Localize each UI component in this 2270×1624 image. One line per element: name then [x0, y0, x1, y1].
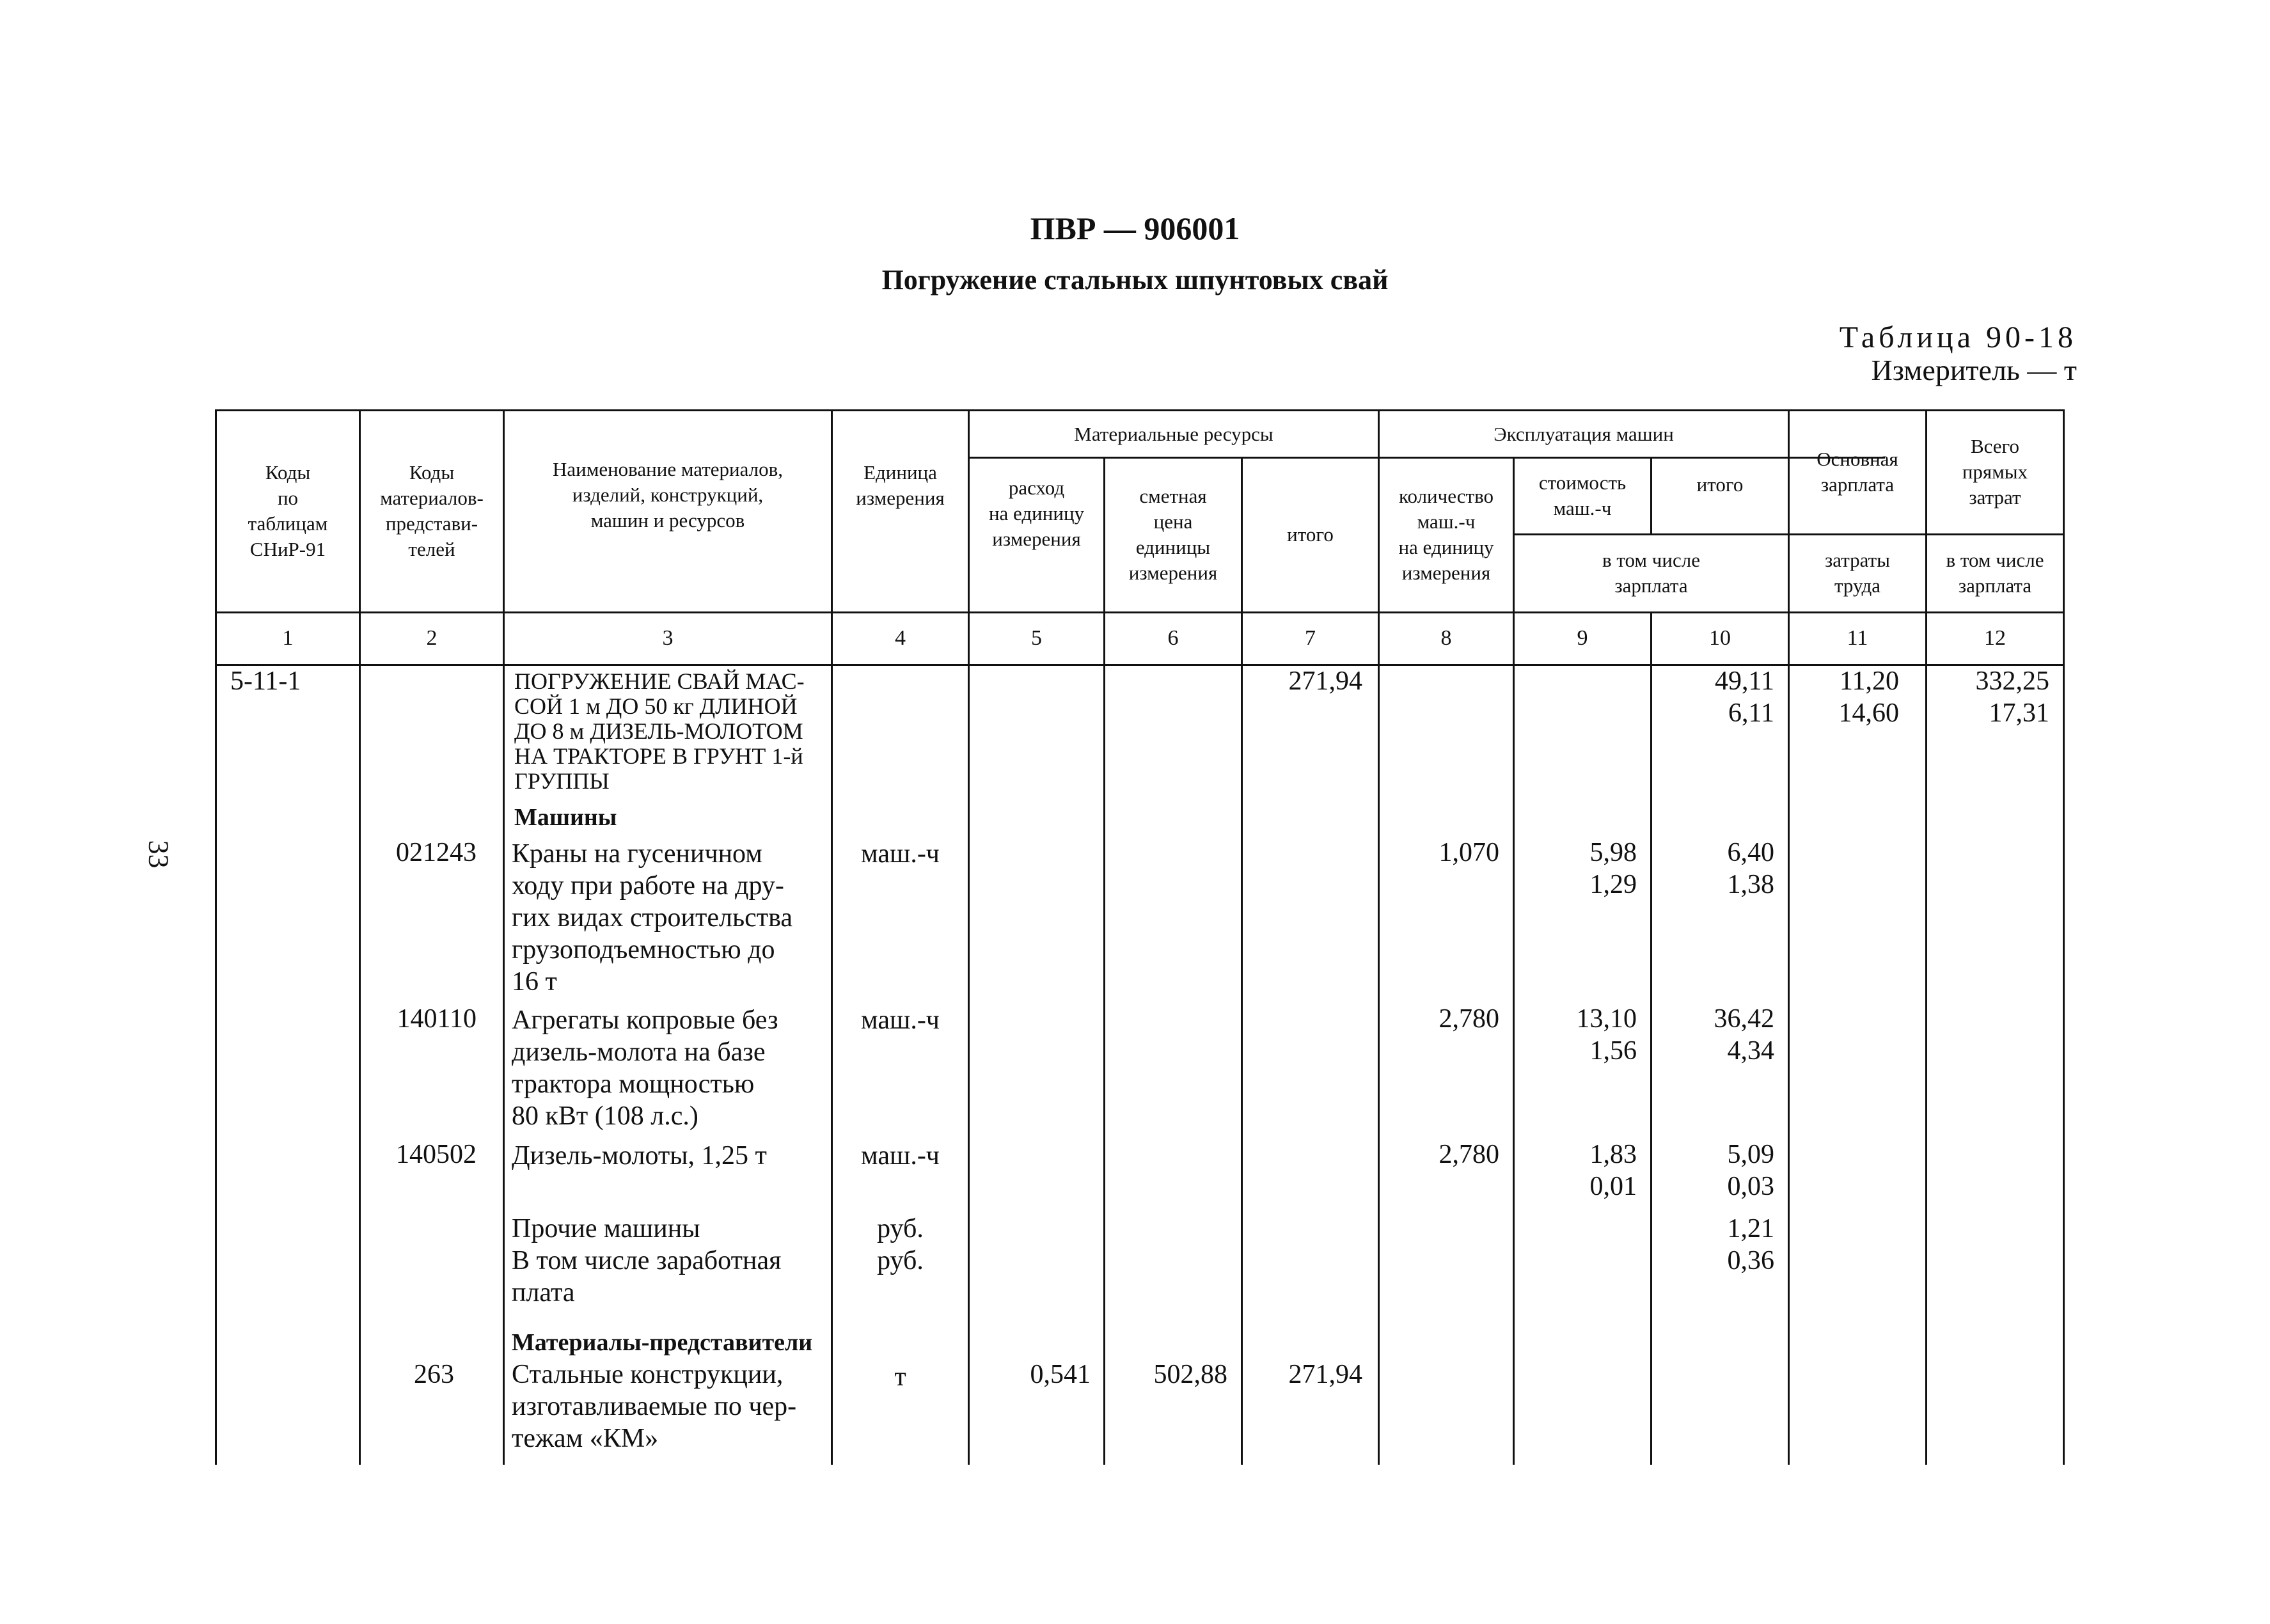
header-base-wages: Основная зарплата [1817, 448, 1898, 496]
material-name: Стальные конструкции, изготавливаемые по чер- тежам «КМ» [512, 1360, 797, 1453]
machine-hours: 1,070 [1438, 838, 1499, 867]
base-wages: 11,20 14,60 [1838, 666, 1899, 728]
total-direct: 332,25 17,31 [1975, 666, 2049, 728]
materials-total: 271,94 [1288, 1360, 1362, 1389]
header-price: сметная цена единицы измерения [1128, 485, 1218, 584]
doc-code: ПВР — 906001 [1030, 210, 1240, 246]
unit: руб. руб. [877, 1214, 924, 1275]
header-incl-wages: в том числе зарплата [1602, 549, 1700, 597]
machine-name: Краны на гусеничном ходу при работе на дру- гих видах строительства грузоподъемностью до 16 т [512, 839, 793, 997]
column-number: 12 [1984, 626, 2006, 650]
machine-name: Агрегаты копровые без дизель-молота на базе трактора мощностью 80 кВт (108 л.с.) [512, 1005, 778, 1131]
group-header-divider [968, 457, 1885, 459]
materials-total: 271,94 [1288, 666, 1362, 696]
col-border-5 [1103, 457, 1105, 1465]
col-border-8 [1513, 457, 1515, 1465]
unit-price: 502,88 [1153, 1360, 1227, 1389]
unit-label: Измеритель — т [1871, 354, 2077, 386]
work-name: ПОГРУЖЕНИЕ СВАЙ МАС- СОЙ 1 м ДО 50 кг ДЛИНОЙ ДО 8 м ДИЗЕЛЬ-МОЛОТОМ НА ТРАКТОРЕ В ГРУНТ 1-й ГРУППЫ [514, 668, 805, 794]
col-border-9-body [1650, 611, 1652, 1465]
machine-name: Прочие машины В том числе заработная плата [512, 1214, 782, 1307]
column-number: 4 [895, 626, 906, 650]
column-number: 9 [1577, 626, 1588, 650]
column-number: 8 [1440, 626, 1452, 650]
unit: маш.-ч [861, 1141, 940, 1171]
material-code: 263 [414, 1360, 454, 1389]
col-border-2 [503, 409, 505, 1465]
header-name: Наименование материалов, изделий, конструкций, машин и ресурсов [552, 458, 784, 532]
snip-code: 5-11-1 [230, 666, 301, 696]
header-materials-total: итого [1287, 523, 1334, 546]
col-border-10 [1788, 409, 1790, 1465]
machine-hours: 2,780 [1438, 1004, 1499, 1034]
material-code: 140502 [396, 1140, 477, 1169]
unit: маш.-ч [861, 1005, 940, 1035]
column-number: 3 [662, 626, 674, 650]
col-border-9 [1650, 457, 1652, 533]
machines-total: 5,09 0,03 [1727, 1140, 1774, 1201]
column-number: 7 [1305, 626, 1316, 650]
header-bottom-border [215, 611, 2063, 613]
header-machine-hours: количество маш.-ч на единицу измерения [1398, 485, 1494, 584]
col-border-3 [831, 409, 833, 1465]
section-heading-machines: Машины [514, 804, 617, 831]
column-number: 11 [1847, 626, 1868, 650]
col-border-0 [215, 409, 217, 1465]
machines-total: 6,40 1,38 [1727, 838, 1774, 899]
unit: маш.-ч [861, 839, 940, 869]
header-unit: Единица измерения [856, 461, 945, 509]
col-border-7 [1378, 409, 1380, 1465]
header-total-direct: Всего прямых затрат [1962, 435, 2028, 508]
column-number: 10 [1709, 626, 1731, 650]
unit: т [894, 1362, 906, 1392]
col-border-12 [2063, 409, 2065, 1465]
column-number: 6 [1167, 626, 1179, 650]
material-code: 140110 [397, 1004, 477, 1034]
header-machine-cost: стоимость маш.-ч [1538, 471, 1627, 519]
machine-name: Дизель-молоты, 1,25 т [512, 1141, 767, 1171]
column-numbers-bottom-border [215, 664, 2063, 666]
table-top-border [215, 409, 2063, 411]
header-group-materials: Материальные ресурсы [1074, 423, 1273, 445]
column-number: 1 [282, 626, 294, 650]
header-total-incl-wages: в том числе зарплата [1946, 549, 2044, 597]
header-snip-codes: Коды по таблицам СНиР-91 [248, 461, 328, 560]
col-border-1 [359, 409, 361, 1465]
machine-cost: 13,10 1,56 [1576, 1004, 1637, 1066]
consumption: 0,541 [1030, 1360, 1091, 1389]
material-code: 021243 [396, 838, 477, 867]
header-machines-total: итого [1696, 473, 1744, 496]
header-consumption: расход на единицу измерения [988, 477, 1085, 550]
col-border-4 [968, 409, 970, 1465]
header-group-machines: Эксплуатация машин [1494, 423, 1674, 445]
section-heading-materials: Материалы-представители [512, 1329, 813, 1356]
page-number: 33 [143, 840, 175, 869]
col-border-6 [1241, 457, 1243, 1465]
column-number: 2 [426, 626, 437, 650]
machines-total: 36,42 4,34 [1714, 1004, 1774, 1066]
machines-total: 1,21 0,36 [1727, 1214, 1774, 1275]
column-number: 5 [1031, 626, 1042, 650]
machines-total: 49,11 6,11 [1715, 666, 1774, 728]
machine-hours: 2,780 [1438, 1140, 1499, 1169]
table-label: Таблица 90-18 [1839, 320, 2077, 354]
col-border-11 [1925, 409, 1927, 1465]
header-material-codes: Коды материалов- представи- телей [380, 461, 484, 560]
header-labor-costs: затраты труда [1825, 549, 1890, 597]
doc-title: Погружение стальных шпунтовых свай [881, 264, 1389, 296]
machine-cost: 5,98 1,29 [1589, 838, 1637, 899]
machine-cost: 1,83 0,01 [1589, 1140, 1637, 1201]
